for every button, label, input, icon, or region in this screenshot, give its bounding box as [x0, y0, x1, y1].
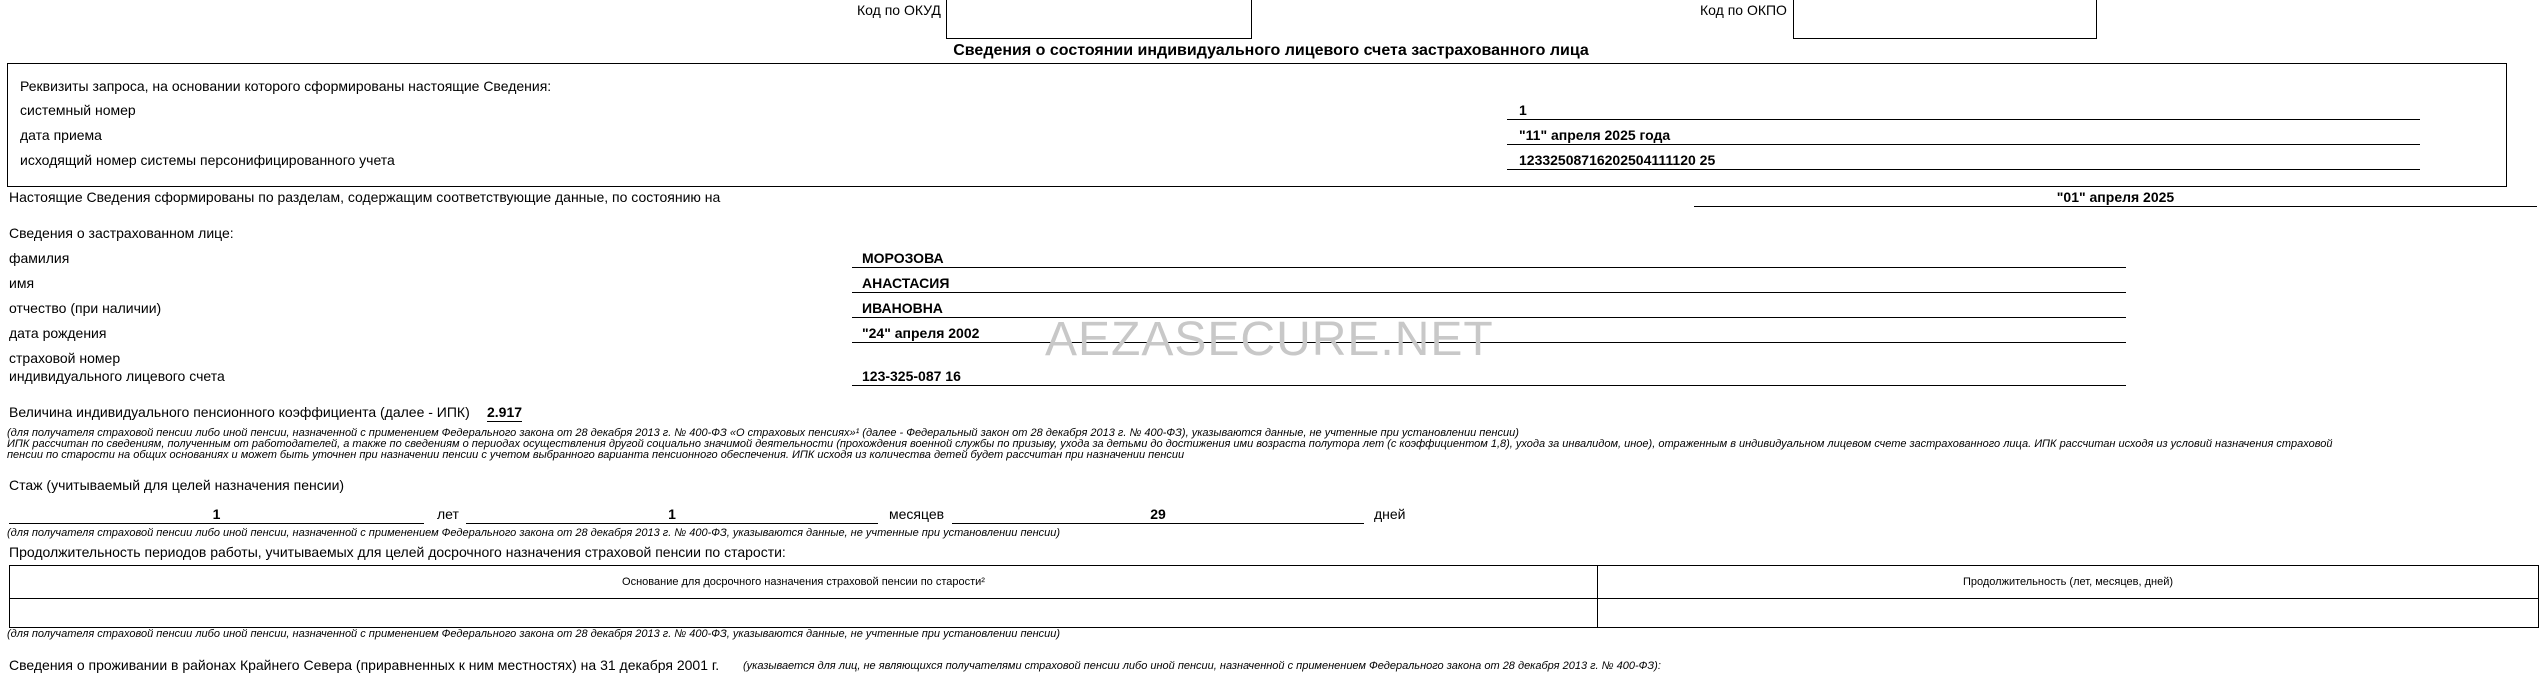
ipk-note-1: (для получателя страховой пенсии либо иной пенсии, назначенной с применением Федерального закона от 28 декабря 2013 г. № 400-ФЗ «О страховых пенсиях»¹ (далее - Федеральный закон от 28 декабря 2013 г. № 400-ФЗ), указываются данные, не учтенные при установлении пенсии): [7, 427, 1519, 439]
stazh-years: 1: [9, 506, 424, 524]
watermark: AEZASECURE.NET: [1045, 313, 1494, 366]
stazh-heading: Стаж (учитываемый для целей назначения пенсии): [9, 477, 345, 493]
early-col-duration: Продолжительность (лет, месяцев, дней): [1598, 566, 2539, 599]
surname-label: фамилия: [9, 250, 70, 266]
ipk-value: 2.917: [487, 404, 523, 420]
stazh-note: (для получателя страховой пенсии либо иной пенсии, назначенной с применением Федерального закона от 28 декабря 2013 г. № 400-ФЗ, указываются данные, не учтенные при установлении пенсии): [7, 527, 1061, 539]
early-note: (для получателя страховой пенсии либо иной пенсии, назначенной с применением Федерального закона от 28 декабря 2013 г. № 400-ФЗ, указываются данные, не учтенные при установлении пенсии): [7, 628, 1061, 640]
stazh-months: 1: [466, 506, 878, 524]
early-heading: Продолжительность периодов работы, учитываемых для целей досрочного назначения страховой пенсии по старости:: [9, 544, 786, 560]
snils-label-line2: индивидуального лицевого счета: [9, 368, 225, 384]
document-title: Сведения о состоянии индивидуального лицевого счета застрахованного лица: [953, 42, 1589, 59]
ipk-label: Величина индивидуального пенсионного коэффициента (далее - ИПК): [9, 404, 470, 420]
north-text: Сведения о проживании в районах Крайнего Севера (приравненных к ним местностях) на 31 декабря 2001 г.: [9, 657, 720, 673]
outgoing-number-label: исходящий номер системы персонифицированного учета: [20, 152, 395, 168]
surname-value: МОРОЗОВА: [852, 250, 2126, 268]
system-number-value: 1: [1507, 102, 2420, 120]
status-date: "01" апреля 2025: [1694, 189, 2537, 207]
name-label: имя: [9, 275, 35, 291]
name-value: АНАСТАСИЯ: [852, 275, 2126, 293]
early-cell-duration: [1598, 599, 2539, 628]
request-heading: Реквизиты запроса, на основании которого сформированы настоящие Сведения:: [20, 78, 552, 94]
system-number-label: системный номер: [20, 102, 136, 118]
stazh-years-label: лет: [437, 506, 459, 522]
early-col-basis: Основание для досрочного назначения страховой пенсии по старости²: [10, 566, 1598, 599]
snils-value: 123-325-087 16: [852, 368, 2126, 386]
okud-field: [946, 0, 1252, 39]
person-heading: Сведения о застрахованном лице:: [9, 225, 234, 241]
receipt-date-label: дата приема: [20, 127, 102, 143]
early-periods-table: [9, 565, 2539, 628]
birth-label: дата рождения: [9, 325, 107, 341]
birth-value: "24" апреля 2002: [852, 325, 2126, 343]
okpo-field: [1793, 0, 2097, 39]
stazh-months-label: месяцев: [889, 506, 945, 522]
north-note: (указывается для лиц, не являющихся получателями страховой пенсии либо иной пенсии, назначенной с применением Федерального закона от 28 декабря 2013 г. № 400-ФЗ):: [743, 660, 1661, 672]
stazh-days-label: дней: [1374, 506, 1406, 522]
patronymic-value: ИВАНОВНА: [852, 300, 2126, 318]
ipk-note-2: ИПК рассчитан по сведениям, полученным от работодателей, а также по сведениям о периодах осуществления другой социально значимой деятельности (прохождения военной службы по призыву, ухода за детьми до достижения ими возраста полутора лет (с коэффициентом 1,8), ухода за инвалидом, иное), отраженным в индивидуальном лицевом счете застрахованного лица. ИПК рассчитан исходя из условий назначения страховой: [7, 438, 2333, 450]
okud-label: Код по ОКУД: [857, 2, 941, 18]
patronymic-label: отчество (при наличии): [9, 300, 162, 316]
receipt-date-value: "11" апреля 2025 года: [1507, 127, 2420, 145]
snils-label-line1: страховой номер: [9, 350, 121, 366]
stazh-days: 29: [952, 506, 1364, 524]
status-text: Настоящие Сведения сформированы по разделам, содержащим соответствующие данные, по состоянию на: [9, 189, 721, 205]
outgoing-number-value: 12332508716202504111120 25: [1507, 152, 2420, 170]
okpo-label: Код по ОКПО: [1700, 2, 1787, 18]
early-cell-basis: [10, 599, 1598, 628]
ipk-note-3: пенсии по старости на общих основаниях и может быть уточнен при назначении пенсии с учетом выбранного варианта пенсионного обеспечения. ИПК исходя из количества детей будет рассчитан при назначении пенсии: [7, 449, 1185, 461]
